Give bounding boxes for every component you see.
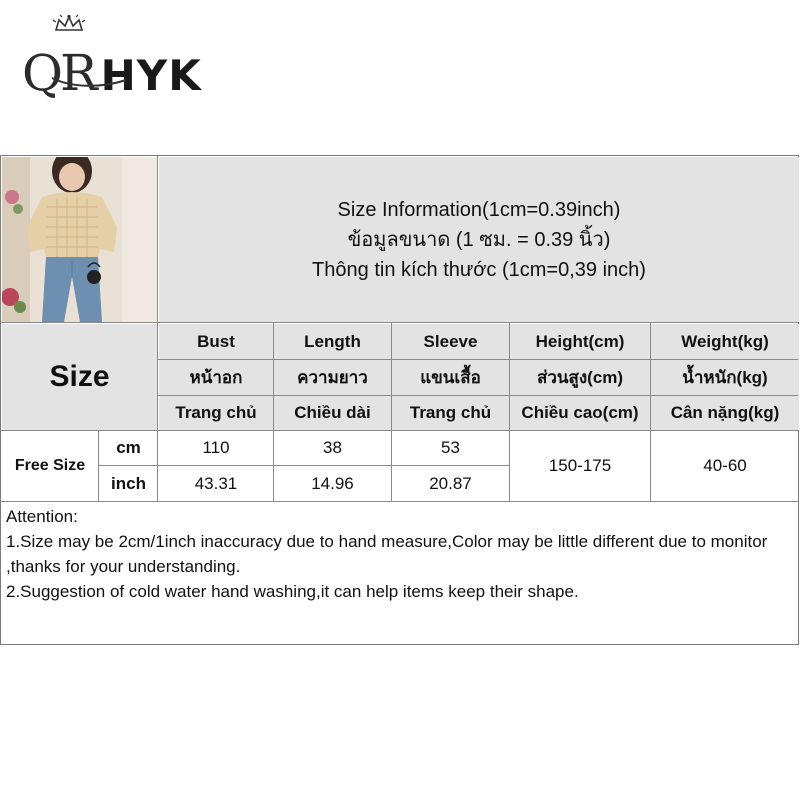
size-info-line-3: Thông tin kích thước (1cm=0,39 inch) [312,258,646,281]
header-weight-en: Weight(kg) [681,331,769,351]
size-info-line-1: Size Information(1cm=0.39inch) [337,198,621,221]
header-bust-en: Bust [197,331,235,351]
length-inch: 14.96 [311,473,354,493]
note-washing: 2.Suggestion of cold water hand washing,it can help items keep their shape. [6,582,579,601]
header-weight-th: น้ำหนัก(kg) [682,368,768,387]
header-sleeve-vi: Trang chủ [409,403,492,422]
header-length-th: ความยาว [297,368,368,387]
logo-text-hyk: HYK [100,51,202,100]
unit-cm: cm [116,438,141,457]
size-information-text [159,157,799,322]
height-range: 150-175 [548,456,612,475]
unit-inch: inch [111,473,146,493]
size-info-line-2: ข้อมูลขนาด (1 ซม. = 0.39 นิ้ว) [347,228,611,251]
model-photo-icon [2,157,157,322]
size-free-size: Free Size [14,457,86,474]
header-height-en: Height(cm) [535,331,625,351]
header-height-vi: Chiều cao(cm) [521,403,639,422]
header-length-en: Length [304,331,361,351]
crown-icon [52,14,86,34]
header-bust-th: หน้าอก [189,368,243,387]
header-bust-vi: Trang chủ [175,403,257,422]
logo-swash [22,76,132,90]
header-weight-vi: Cân nặng(kg) [670,403,780,422]
weight-range: 40-60 [703,456,747,475]
size-chart [0,155,799,645]
note-accuracy: 1.Size may be 2cm/1inch inaccuracy due to hand measure,Color may be little different due to monitor ,thanks for your understanding. [6,532,768,576]
bust-cm: 110 [202,438,230,457]
header-sleeve-th: แขนเสื้อ [420,368,481,387]
product-photo [2,157,157,322]
header-sleeve-en: Sleeve [423,331,478,351]
attention-heading: Attention: [6,507,78,526]
sleeve-cm: 53 [441,438,460,457]
size-label: Size [49,360,110,393]
sleeve-inch: 20.87 [429,473,472,493]
attention-notes [6,504,796,604]
brand-logo [22,14,222,102]
header-height-th: ส่วนสูง(cm) [536,368,624,387]
length-cm: 38 [323,438,342,457]
logo-text-qr: QR [22,44,95,102]
bust-inch: 43.31 [194,473,238,493]
header-length-vi: Chiều dài [294,403,371,422]
